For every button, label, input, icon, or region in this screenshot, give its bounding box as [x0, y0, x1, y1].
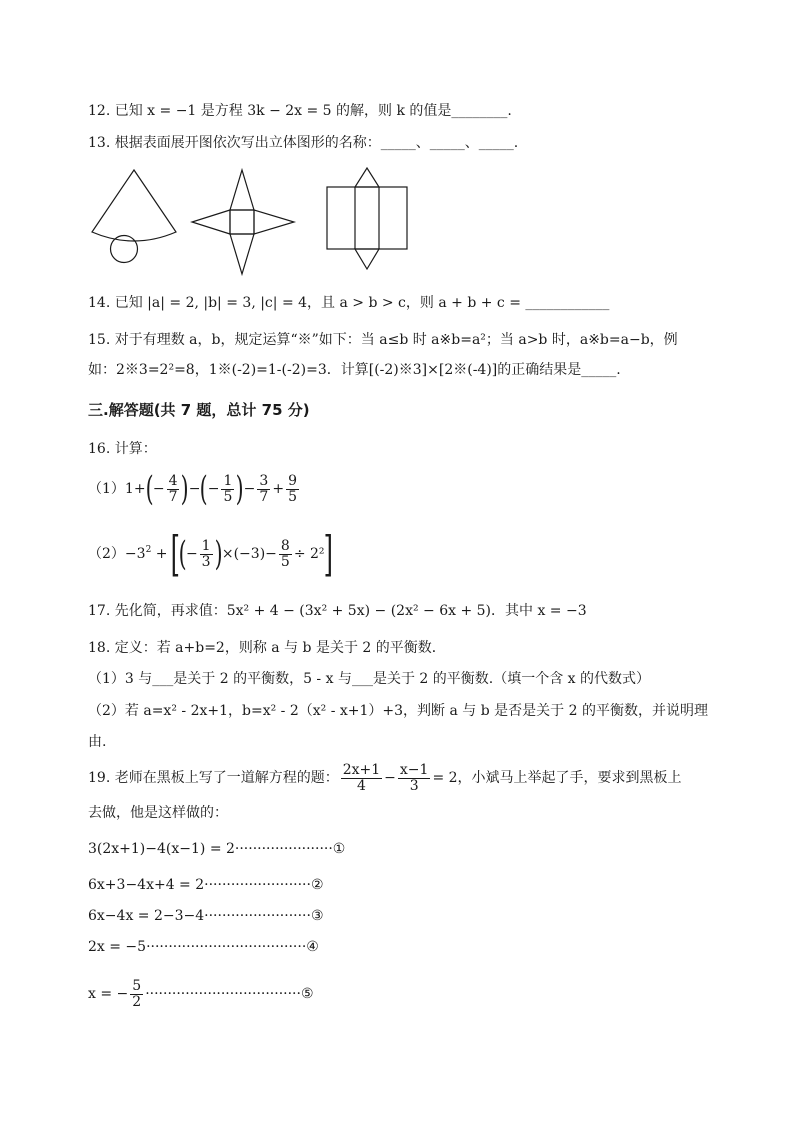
solution-step-4: 2x = −5····································④	[88, 939, 319, 955]
question-15-line1: 15. 对于有理数 a，b，规定运算“※”如下：当 a≤b 时 a※b=a²；当 a>b 时，a※b=a−b，例	[88, 332, 678, 348]
solution-step-2: 6x+3−4x+4 = 2························②	[88, 877, 324, 893]
fraction: $\frac{9}{5}$	[288, 472, 297, 505]
square-pyramid-net-figure	[192, 170, 294, 274]
question-16-part2: $(2)-3^2$ + [(− $\frac{1}{3}$ )×(−3)− $\frac{8}{5}$ ÷ 2²]	[88, 526, 333, 582]
question-15-line2: 如：2※3=2²=8，1※(-2)=1-(-2)=3．计算[(-2)※3]×[2※(-4)]的正确结果是_____.	[88, 362, 621, 378]
question-14: 14. 已知 |a| = 2, |b| = 3, |c| = 4，且 a > b > c，则 a + b + c = ____________	[88, 295, 610, 311]
question-18-part1: （1）3 与___是关于 2 的平衡数，5 - x 与___是关于 2 的平衡数.（填一个含 x 的代数式）	[88, 671, 651, 687]
question-19-line1: 19. 老师在黑板上写了一道解方程的题： $\frac{2x+1}{4}$ − $\frac{x-1}{3}$ = 2，小斌马上举起了手，要求到黑板上	[88, 761, 682, 794]
triangular-prism-net-figure	[327, 168, 407, 269]
part-label: （2）	[88, 546, 125, 562]
question-19-line2: 去做，他是这样做的：	[88, 805, 228, 821]
question-18-part2-line2: 由.	[88, 734, 107, 750]
fraction: $\frac{x-1}{3}$	[399, 761, 429, 794]
solution-step-5: x = − $\frac{5}{2}$ ···································⑤	[88, 977, 314, 1010]
fraction: $\frac{2x+1}{4}$	[342, 761, 381, 794]
solution-step-1: 3(2x+1)−4(x−1) = 2······················①	[88, 841, 346, 857]
question-17: 17. 先化简，再求值：5x² + 4 − (3x² + 5x) − (2x² − 6x + 5)．其中 x = −3	[88, 603, 587, 619]
fraction: $\frac{4}{7}$	[168, 472, 178, 505]
net-figures	[80, 160, 440, 280]
question-16-intro: 16. 计算：	[88, 441, 157, 457]
cone-net-figure	[92, 170, 176, 263]
fraction: $\frac{3}{7}$	[259, 472, 269, 505]
fraction: $\frac{1}{5}$	[223, 472, 233, 505]
solution-step-3: 6x−4x = 2−3−4························③	[88, 908, 324, 924]
fraction: $\frac{8}{5}$	[280, 537, 290, 570]
question-12: 12. 已知 x = −1 是方程 3k − 2x = 5 的解，则 k 的值是________.	[88, 103, 512, 119]
question-16-part1: （1）1+(− $\frac{4}{7}$ )−(− $\frac{1}{5}$ )− $\frac{3}{7}$ + $\frac{9}{5}$	[88, 469, 297, 509]
fraction: $\frac{5}{2}$	[132, 977, 142, 1010]
question-13: 13. 根据表面展开图依次写出立体图形的名称：_____、_____、_____.	[88, 135, 519, 151]
part-label: （1）	[88, 481, 125, 497]
section-3-heading: 三.解答题(共 7 题，总计 75 分)	[88, 401, 310, 419]
question-18-part2-line1: （2）若 a=x² - 2x+1，b=x² - 2（x² - x+1）+3，判断 a 与 b 是否是关于 2 的平衡数，并说明理	[88, 703, 708, 719]
question-18-intro: 18. 定义：若 a+b=2，则称 a 与 b 是关于 2 的平衡数．	[88, 640, 446, 656]
fraction: $\frac{1}{3}$	[201, 537, 211, 570]
